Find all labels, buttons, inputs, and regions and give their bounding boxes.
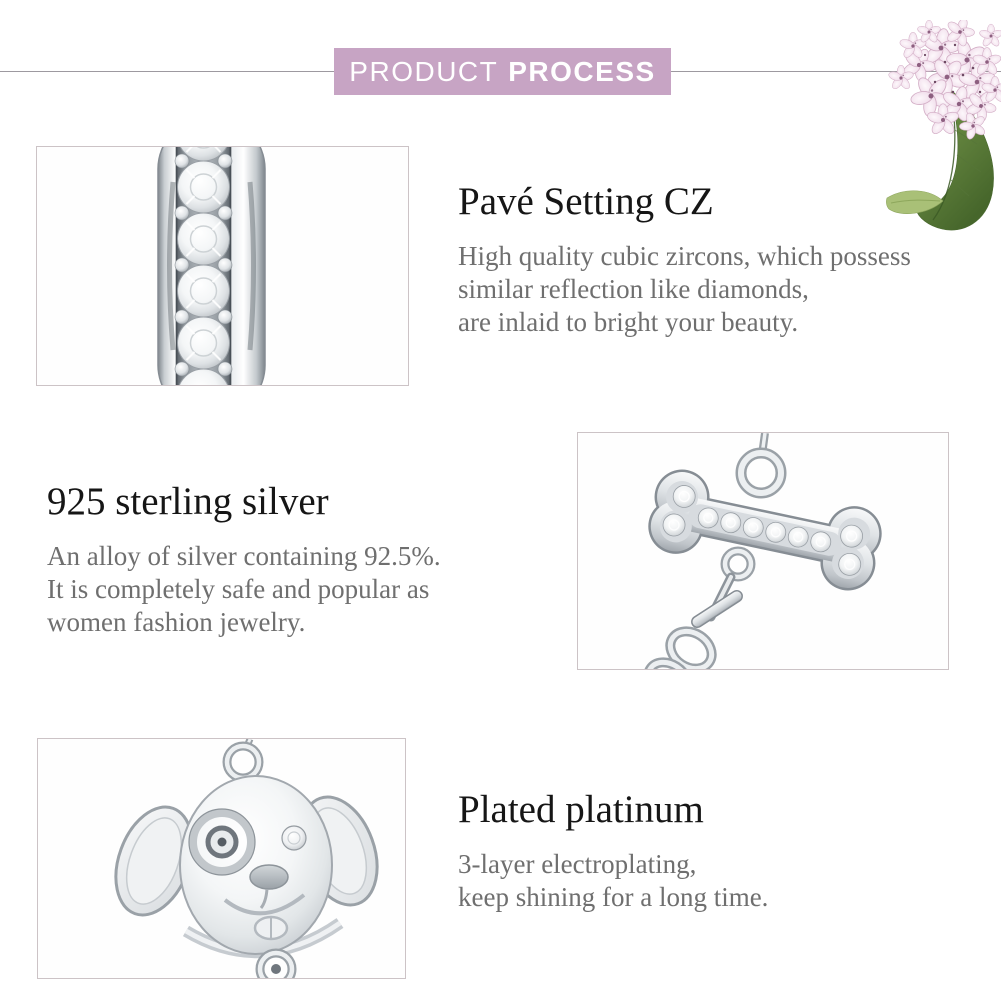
body-line: An alloy of silver containing 92.5%. — [47, 541, 441, 571]
section-body-platinum — [458, 848, 768, 914]
body-line: are inlaid to bright your beauty. — [458, 307, 799, 337]
section-heading-silver: 925 sterling silver — [47, 480, 329, 523]
dog-charm-illustration — [38, 739, 405, 978]
pave-ring-image — [36, 146, 409, 386]
section-body-pave — [458, 240, 911, 339]
dog-charm-image — [37, 738, 406, 979]
pave-ring-illustration — [37, 147, 408, 385]
banner-title-regular: PRODUCT — [349, 55, 499, 87]
section-heading-platinum: Plated platinum — [458, 788, 704, 831]
banner-title-bold: PROCESS — [508, 55, 656, 87]
lilac-flower-decoration — [885, 20, 1001, 235]
body-line: 3-layer electroplating, — [458, 849, 697, 879]
body-line: women fashion jewelry. — [47, 607, 306, 637]
lilac-flower-icon — [885, 20, 1001, 235]
body-line: similar reflection like diamonds, — [458, 274, 809, 304]
section-heading-pave: Pavé Setting CZ — [458, 180, 714, 223]
section-title-banner — [334, 48, 671, 95]
bone-charm-image — [577, 432, 949, 670]
section-body-silver — [47, 540, 441, 639]
body-line: keep shining for a long time. — [458, 882, 769, 912]
body-line: High quality cubic zircons, which possess — [458, 241, 911, 271]
body-line: It is completely safe and popular as — [47, 574, 430, 604]
bone-charm-illustration — [578, 433, 948, 669]
